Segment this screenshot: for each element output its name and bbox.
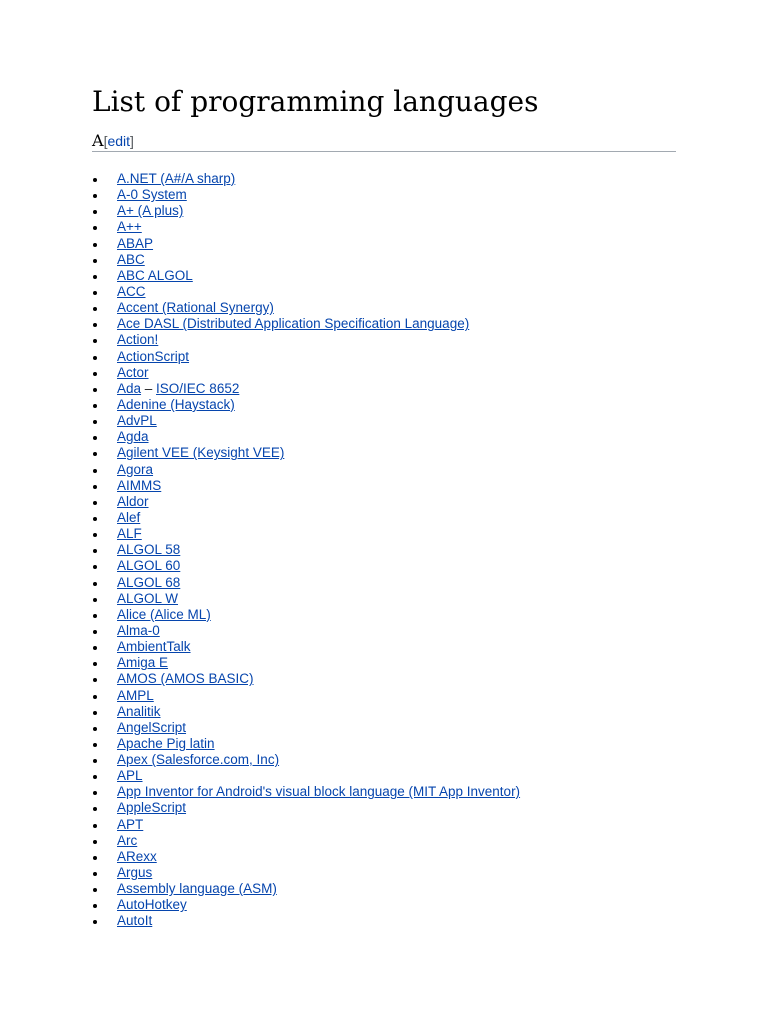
language-link[interactable]: Arc [117,832,138,848]
bullet-icon [93,194,97,198]
language-link[interactable]: Accent (Rational Synergy) [117,300,274,316]
list-item [92,526,520,542]
list-item [92,607,520,623]
bullet-icon [93,372,97,376]
bullet-icon [93,485,97,489]
bullet-icon [93,759,97,763]
list-item [92,865,520,881]
language-link[interactable]: APL [117,768,143,784]
language-link[interactable]: ALGOL 68 [117,574,181,590]
bullet-icon [93,807,97,811]
language-link[interactable]: ABC [117,251,145,267]
language-link[interactable]: Action! [117,332,159,348]
language-link[interactable]: APT [117,816,144,832]
bullet-icon [93,630,97,634]
section-heading-text: A [92,131,104,150]
list-item [92,558,520,574]
bullet-icon [93,517,97,521]
standard-link[interactable]: ISO/IEC 8652 [156,380,240,396]
bullet-icon [93,678,97,682]
edit-section-link[interactable]: edit [107,133,131,149]
language-link[interactable]: AngelScript [117,719,187,735]
list-item [92,800,520,816]
language-link[interactable]: Actor [117,364,149,380]
bullet-icon [93,614,97,618]
language-link[interactable]: A++ [117,219,142,235]
list-item [92,252,520,268]
list-item [92,300,520,316]
bullet-icon [93,291,97,295]
language-list [92,171,520,930]
bullet-icon [93,646,97,650]
list-item [92,655,520,671]
language-link[interactable]: ACC [117,283,146,299]
list-item [92,171,520,187]
language-link[interactable]: AdvPL [117,413,157,429]
bullet-icon [93,259,97,263]
edit-bracket-open: [ [103,133,108,149]
list-item [92,784,520,800]
bullet-icon [93,226,97,230]
language-link[interactable]: AutoHotkey [117,897,187,913]
bullet-icon [93,888,97,892]
language-link[interactable]: Ace DASL (Distributed Application Specification Language) [117,316,470,332]
language-link[interactable]: Alice (Alice ML) [117,606,211,622]
language-link[interactable]: Agilent VEE (Keysight VEE) [117,445,285,461]
list-item [92,349,520,365]
bullet-icon [93,533,97,537]
list-item [92,445,520,461]
list-item [92,881,520,897]
section-heading-a [92,131,676,152]
list-item [92,219,520,235]
list-item [92,849,520,865]
bullet-icon [93,339,97,343]
bullet-icon [93,791,97,795]
bullet-icon [93,178,97,182]
list-item [92,478,520,494]
language-link[interactable]: AutoIt [117,913,153,929]
bullet-icon [93,307,97,311]
list-item [92,429,520,445]
list-item [92,913,520,929]
bullet-icon [93,695,97,699]
language-link[interactable]: Aldor [117,493,149,509]
bullet-icon [93,436,97,440]
list-item [92,381,520,397]
list-item [92,639,520,655]
language-link[interactable]: Alma-0 [117,622,160,638]
language-link[interactable]: ALF [117,526,142,542]
language-link[interactable]: ARexx [117,848,157,864]
language-link[interactable]: AMOS (AMOS BASIC) [117,671,254,687]
list-item [92,397,520,413]
list-item [92,413,520,429]
bullet-icon [93,275,97,279]
bullet-icon [93,711,97,715]
list-item [92,494,520,510]
list-item [92,510,520,526]
language-link[interactable]: A.NET (A#/A sharp) [117,171,236,186]
list-item [92,316,520,332]
bullet-icon [93,662,97,666]
bullet-icon [93,501,97,505]
language-link[interactable]: Apache Pig latin [117,735,215,751]
list-item [92,575,520,591]
language-link[interactable]: ALGOL 60 [117,558,181,574]
bullet-icon [93,420,97,424]
list-item [92,236,520,252]
bullet-icon [93,210,97,214]
language-link[interactable]: Alef [117,509,141,525]
list-item [92,704,520,720]
list-item [92,187,520,203]
bullet-icon [93,582,97,586]
bullet-icon [93,904,97,908]
list-item [92,833,520,849]
language-link[interactable]: A+ (A plus) [117,203,184,219]
bullet-icon [93,840,97,844]
bullet-icon [93,824,97,828]
language-link[interactable]: A-0 System [117,187,187,203]
bullet-icon [93,565,97,569]
list-item [92,671,520,687]
bullet-icon [93,727,97,731]
list-item [92,897,520,913]
language-link[interactable]: Analitik [117,703,161,719]
bullet-icon [93,920,97,924]
list-item [92,268,520,284]
language-link[interactable]: Amiga E [117,655,169,671]
bullet-icon [93,452,97,456]
bullet-icon [93,404,97,408]
bullet-icon [93,356,97,360]
bullet-icon [93,743,97,747]
language-link[interactable]: Assembly language (ASM) [117,881,277,897]
language-link[interactable]: ABC ALGOL [117,267,193,283]
bullet-icon [93,388,97,392]
language-link[interactable]: ABAP [117,235,154,251]
list-item [92,688,520,704]
bullet-icon [93,598,97,602]
bullet-icon [93,775,97,779]
list-item [92,284,520,300]
bullet-icon [93,469,97,473]
list-item [92,623,520,639]
language-link[interactable]: App Inventor for Android's visual block language (MIT App Inventor) [117,784,521,800]
language-link[interactable]: Agda [117,429,149,445]
language-link[interactable]: Adenine (Haystack) [117,396,235,412]
language-link[interactable]: ActionScript [117,348,190,364]
language-link[interactable]: Ada [117,380,142,396]
language-link[interactable]: AIMMS [117,477,162,493]
list-item [92,768,520,784]
bullet-icon [93,549,97,553]
bullet-icon [93,872,97,876]
list-item [92,365,520,381]
list-item [92,591,520,607]
bullet-icon [93,856,97,860]
list-item [92,736,520,752]
language-link[interactable]: ALGOL 58 [117,542,181,558]
page-title: List of programming languages [92,85,539,118]
list-item [92,462,520,478]
link-separator: – [141,380,157,396]
bullet-icon [93,243,97,247]
list-item [92,542,520,558]
list-item [92,720,520,736]
language-link[interactable]: AppleScript [117,800,187,816]
language-link[interactable]: Apex (Salesforce.com, Inc) [117,752,280,768]
bullet-icon [93,323,97,327]
list-item [92,203,520,219]
language-link[interactable]: AMPL [117,687,154,703]
edit-bracket-close: ] [130,133,134,149]
language-link[interactable]: AmbientTalk [117,639,191,655]
language-link[interactable]: Argus [117,865,153,881]
list-item [92,752,520,768]
list-item [92,332,520,348]
language-link[interactable]: Agora [117,461,154,477]
language-link[interactable]: ALGOL W [117,590,179,606]
list-item [92,817,520,833]
